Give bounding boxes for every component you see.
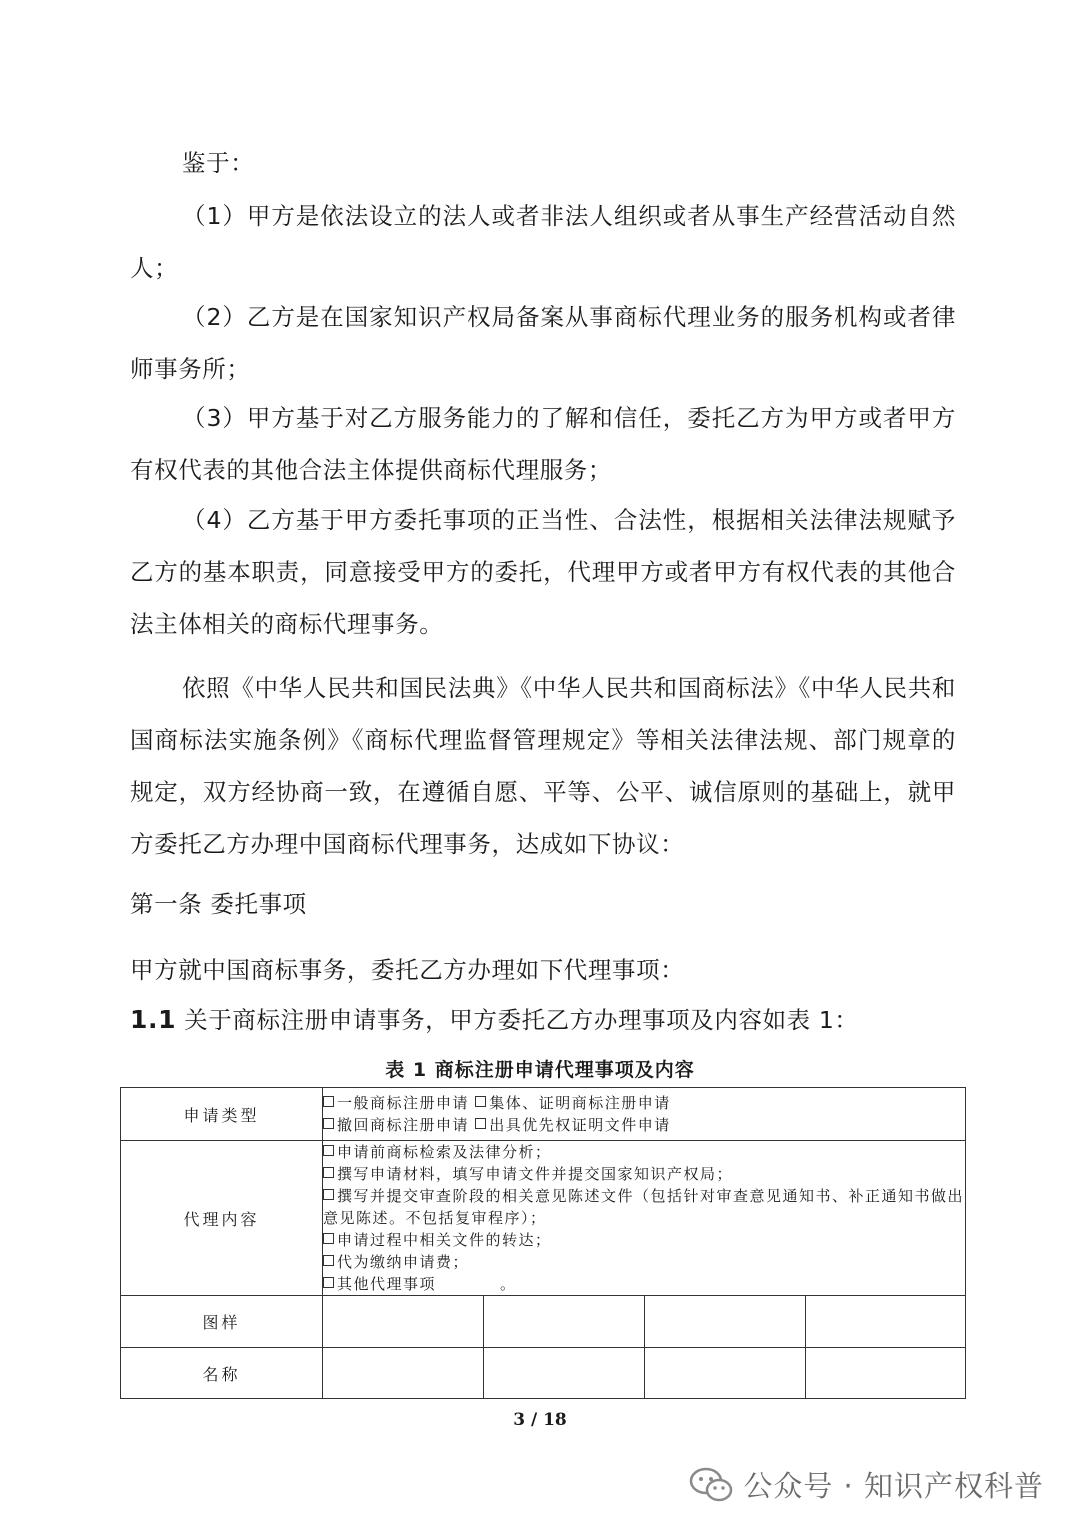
clause-number: 1.1 bbox=[130, 1005, 177, 1034]
option-collective-application[interactable]: 集体、证明商标注册申请 bbox=[475, 1094, 671, 1112]
whereas-item-1: （1）甲方是依法设立的法人或者非法人组织或者从事生产经营活动自然人； bbox=[130, 202, 956, 282]
table-title: 表 1 商标注册申请代理事项及内容 bbox=[385, 1059, 695, 1081]
whereas-item-3: （3）甲方基于对乙方服务能力的了解和信任，委托乙方为甲方或者甲方有权代表的其他合法主体提供商标代理服务； bbox=[130, 404, 956, 484]
content-item[interactable]: 代为缴纳申请费； bbox=[323, 1251, 965, 1273]
content-item[interactable]: 申请过程中相关文件的转达； bbox=[323, 1229, 965, 1251]
agency-content-options bbox=[323, 1141, 966, 1296]
name-cell[interactable] bbox=[806, 1348, 966, 1399]
content-item[interactable]: 其他代理事项 。 bbox=[323, 1273, 965, 1295]
whereas-paragraph: 鉴于： bbox=[182, 149, 255, 177]
table-row bbox=[121, 1348, 966, 1399]
page-number: 3 / 18 bbox=[513, 1410, 567, 1430]
article-1-title: 第一条 委托事项 bbox=[130, 890, 307, 918]
agency-content-label: 代理内容 bbox=[121, 1141, 323, 1296]
option-priority-certificate[interactable]: 出具优先权证明文件申请 bbox=[475, 1116, 671, 1134]
checkbox-icon[interactable] bbox=[323, 1145, 334, 1156]
content-item[interactable]: 撰写申请材料，填写申请文件并提交国家知识产权局； bbox=[323, 1163, 965, 1185]
checkbox-icon[interactable] bbox=[323, 1277, 334, 1288]
option-line bbox=[323, 1114, 965, 1136]
checkbox-icon[interactable] bbox=[475, 1096, 486, 1107]
table-row bbox=[121, 1296, 966, 1348]
name-cell[interactable] bbox=[323, 1348, 484, 1399]
option-general-application[interactable]: 一般商标注册申请 bbox=[323, 1094, 469, 1112]
checkbox-icon[interactable] bbox=[323, 1096, 334, 1107]
application-type-label: 申请类型 bbox=[121, 1088, 323, 1141]
wechat-icon bbox=[689, 1467, 733, 1503]
table-row bbox=[121, 1088, 966, 1141]
option-line bbox=[323, 1092, 965, 1114]
checkbox-icon[interactable] bbox=[323, 1255, 334, 1266]
name-cell[interactable] bbox=[645, 1348, 806, 1399]
option-withdraw-application[interactable]: 撤回商标注册申请 bbox=[323, 1116, 469, 1134]
clause-1-1 bbox=[130, 994, 956, 1046]
legal-basis-paragraph: 依照《中华人民共和国民法典》《中华人民共和国商标法》《中华人民共和国商标法实施条例》《商标代理监督管理规定》等相关法律法规、部门规章的规定，双方经协商一致，在遵循自愿、平等、公平、诚信原则的基础上，就甲方委托乙方办理中国商标代理事务，达成如下协议： bbox=[130, 674, 956, 858]
content-item[interactable]: 申请前商标检索及法律分析； bbox=[323, 1141, 965, 1163]
agency-items-table bbox=[120, 1087, 966, 1399]
sample-cell[interactable] bbox=[645, 1296, 806, 1348]
table-row bbox=[121, 1141, 966, 1296]
name-label: 名称 bbox=[121, 1348, 323, 1399]
article-1-intro: 甲方就中国商标事务，委托乙方办理如下代理事项： bbox=[130, 956, 685, 984]
sample-label: 图样 bbox=[121, 1296, 323, 1348]
checkbox-icon[interactable] bbox=[323, 1118, 334, 1129]
checkbox-icon[interactable] bbox=[475, 1118, 486, 1129]
content-item[interactable]: 撰写并提交审查阶段的相关意见陈述文件（包括针对审查意见通知书、补正通知书做出意见陈述。不包括复审程序）； bbox=[323, 1187, 965, 1227]
sample-cell[interactable] bbox=[484, 1296, 645, 1348]
watermark bbox=[689, 1464, 1044, 1505]
application-type-options bbox=[323, 1088, 966, 1141]
watermark-text: 公众号 · 知识产权科普 bbox=[743, 1469, 1044, 1503]
clause-text: 关于商标注册申请事务，甲方委托乙方办理事项及内容如表 1： bbox=[176, 1006, 859, 1034]
name-cell[interactable] bbox=[484, 1348, 645, 1399]
whereas-item-2: （2）乙方是在国家知识产权局备案从事商标代理业务的服务机构或者律师事务所； bbox=[130, 303, 956, 383]
checkbox-icon[interactable] bbox=[323, 1167, 334, 1178]
whereas-item-4: （4）乙方基于甲方委托事项的正当性、合法性，根据相关法律法规赋予乙方的基本职责，同意接受甲方的委托，代理甲方或者甲方有权代表的其他合法主体相关的商标代理事务。 bbox=[130, 506, 956, 638]
checkbox-icon[interactable] bbox=[323, 1189, 334, 1200]
sample-cell[interactable] bbox=[806, 1296, 966, 1348]
checkbox-icon[interactable] bbox=[323, 1233, 334, 1244]
sample-cell[interactable] bbox=[323, 1296, 484, 1348]
